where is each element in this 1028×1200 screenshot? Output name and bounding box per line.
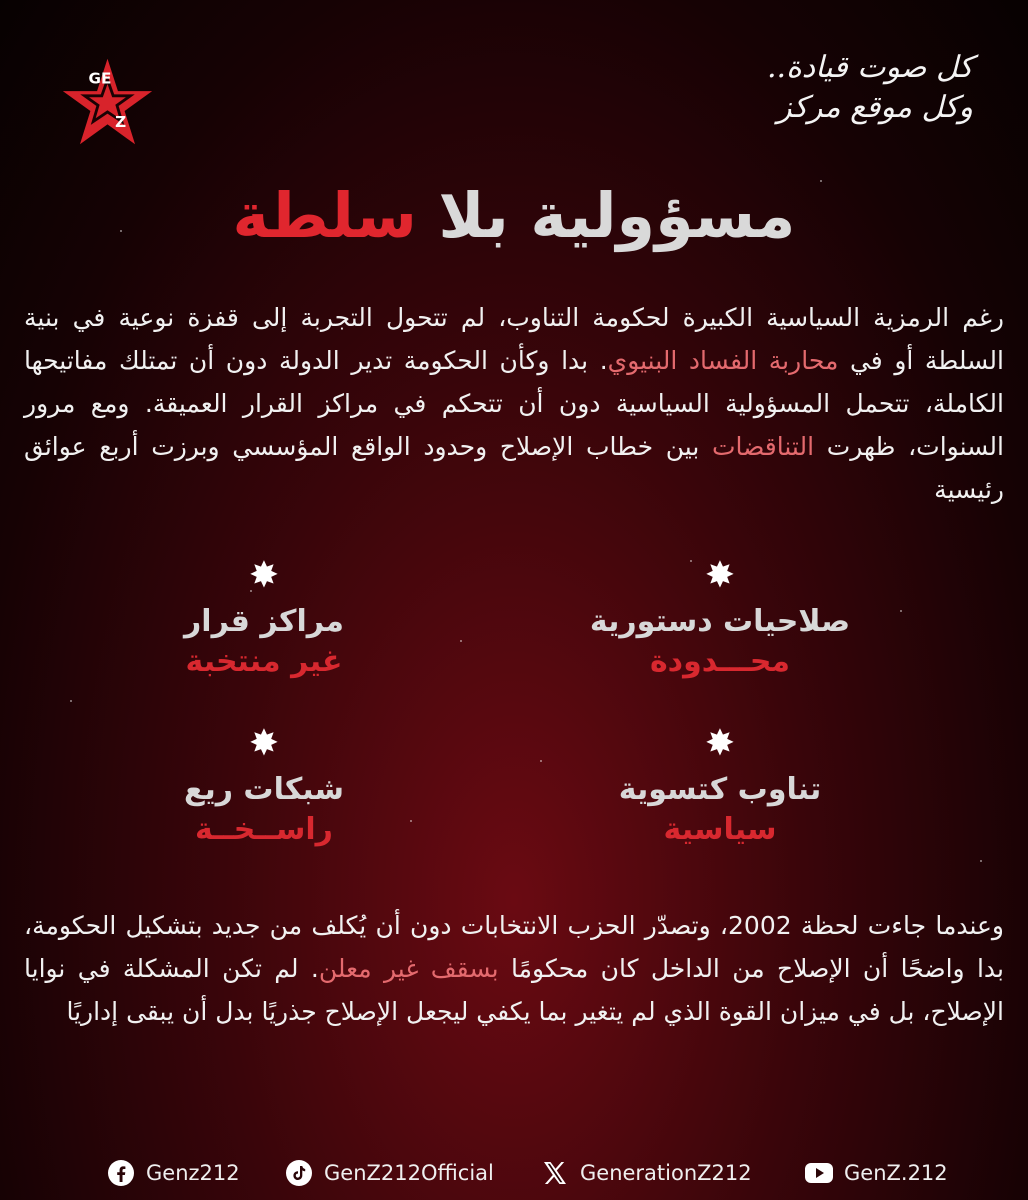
page-title: [0, 178, 1028, 254]
facebook-handle: Genz212: [146, 1161, 240, 1185]
genz-logo: [60, 55, 155, 150]
sparkle-icon: ✸: [248, 723, 280, 764]
outro-paragraph: [24, 904, 1004, 1033]
obstacle-line-1: تناوب كتسوية: [618, 772, 822, 807]
outro-text-1: وعندما جاءت لحظة 2002، وتصدّر الحزب الانتخابات دون أن يُكلف من جديد بتشكيل الحكومة، بدا واضحًا أن الإصلاح من الداخل كان محكومًا: [24, 911, 1004, 983]
genz-star-icon: [60, 55, 155, 150]
obstacle-constitutional-powers: [570, 556, 870, 682]
obstacle-line-1: صلاحيات دستورية: [589, 604, 851, 639]
intro-text-3: بين خطاب الإصلاح وحدود الواقع المؤسسي وبرزت أربع عوائق رئيسية: [24, 432, 1004, 504]
sparkle-icon: ✸: [248, 555, 280, 596]
title-part-2: سلطة: [232, 179, 417, 252]
outro-text-2: . لم تكن المشكلة في نوايا الإصلاح، بل في ميزان القوة الذي لم يتغير بما يكفي ليجعل الإصلاح جذريًا بدل أن يبقى إداريًا: [24, 954, 1004, 1026]
youtube-handle: GenZ.212: [844, 1161, 948, 1185]
obstacle-line-2: غير منتخبة: [185, 644, 343, 679]
x-icon: [540, 1158, 570, 1188]
facebook-icon: [106, 1158, 136, 1188]
obstacle-rent-networks: [114, 724, 414, 850]
obstacle-alternation-settlement: [570, 724, 870, 850]
intro-text-2: . بدا وكأن الحكومة تدير الدولة دون أن تمتلك مفاتيحها الكاملة، تتحمل المسؤولية السياسية دون أن تتحكم في مراكز القرار العميقة. ومع مرور السنوات، ظهرت: [24, 346, 1004, 461]
x-handle: GenerationZ212: [580, 1161, 752, 1185]
youtube-link[interactable]: [804, 1158, 948, 1188]
x-link[interactable]: [540, 1158, 752, 1188]
sparkle-icon: ✸: [704, 723, 736, 764]
sparkle-icon: ✸: [704, 555, 736, 596]
svg-text:GE: GE: [88, 69, 112, 88]
youtube-icon: [804, 1158, 834, 1188]
obstacle-line-1: شبكات ريع: [183, 772, 345, 807]
svg-text:Z: Z: [115, 113, 127, 132]
social-footer: [0, 1158, 1028, 1194]
intro-highlight-2: التناقضات: [711, 432, 815, 461]
obstacle-line-2: راســخــة: [195, 812, 333, 847]
obstacle-line-2: سياسية: [663, 812, 777, 847]
intro-highlight-1: محاربة الفساد البنيوي: [607, 346, 839, 375]
facebook-link[interactable]: [106, 1158, 240, 1188]
tagline-line-2: وكل موقع مركز: [777, 90, 973, 125]
title-part-1: مسؤولية بلا: [438, 179, 796, 252]
tagline-line-1: كل صوت قيادة..: [767, 50, 973, 85]
intro-text-1: رغم الرمزية السياسية الكبيرة لحكومة التناوب، لم تتحول التجربة إلى قفزة نوعية في بنية السلطة أو في: [24, 303, 1004, 375]
tiktok-icon: [284, 1158, 314, 1188]
tiktok-link[interactable]: [284, 1158, 494, 1188]
obstacle-line-1: مراكز قرار: [184, 604, 344, 639]
outro-highlight: بسقف غير معلن: [318, 954, 499, 983]
tiktok-handle: GenZ212Official: [324, 1161, 494, 1185]
intro-paragraph: [24, 296, 1004, 511]
tagline: [723, 48, 973, 128]
obstacle-line-2: محـــدودة: [649, 644, 791, 679]
obstacle-decision-centers: [114, 556, 414, 682]
